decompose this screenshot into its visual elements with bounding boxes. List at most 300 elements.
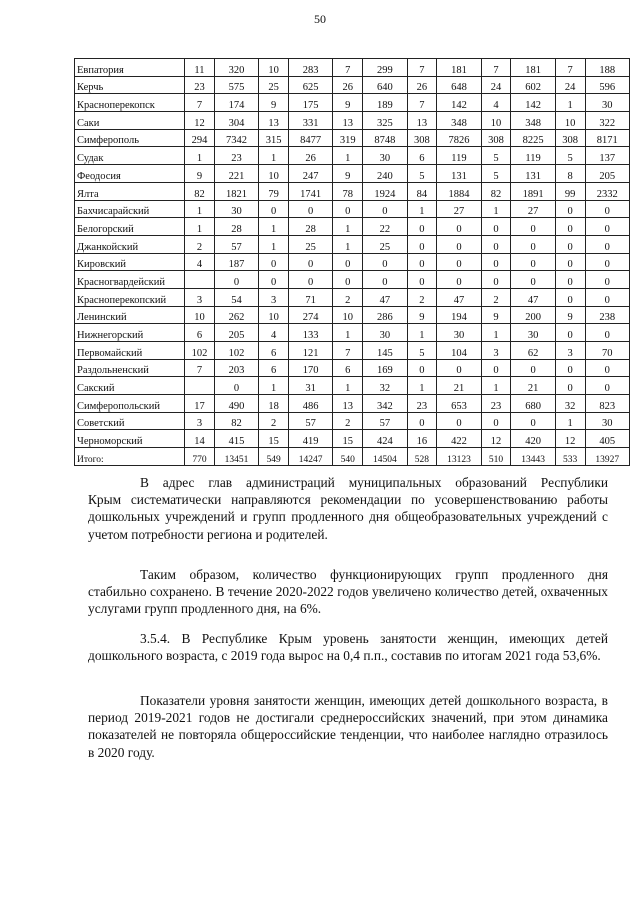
cell-group-count: 78 bbox=[333, 182, 363, 200]
cell-group-count: 11 bbox=[185, 59, 215, 77]
cell-group-count: 540 bbox=[333, 448, 363, 466]
cell-children-count: 0 bbox=[511, 271, 555, 289]
cell-children-count: 331 bbox=[288, 112, 332, 130]
cell-children-count: 30 bbox=[214, 200, 258, 218]
cell-group-count: 1 bbox=[481, 377, 511, 395]
cell-children-count: 424 bbox=[363, 430, 407, 448]
cell-group-count: 0 bbox=[333, 253, 363, 271]
cell-children-count: 342 bbox=[363, 395, 407, 413]
cell-children-count: 169 bbox=[363, 359, 407, 377]
cell-group-count: 0 bbox=[555, 288, 585, 306]
cell-children-count: 640 bbox=[363, 76, 407, 94]
cell-group-count: 12 bbox=[555, 430, 585, 448]
cell-group-count: 533 bbox=[555, 448, 585, 466]
table-row bbox=[75, 395, 630, 413]
cell-group-count bbox=[185, 271, 215, 289]
cell-group-count: 7 bbox=[185, 359, 215, 377]
cell-children-count: 1741 bbox=[288, 182, 332, 200]
cell-group-count: 26 bbox=[407, 76, 437, 94]
cell-children-count: 54 bbox=[214, 288, 258, 306]
cell-group-count: 0 bbox=[555, 271, 585, 289]
cell-group-count: 2 bbox=[333, 412, 363, 430]
cell-group-count: 7 bbox=[481, 59, 511, 77]
cell-children-count: 0 bbox=[511, 253, 555, 271]
row-municipality-name: Нижнегорский bbox=[75, 324, 185, 342]
cell-children-count: 27 bbox=[437, 200, 481, 218]
cell-group-count: 24 bbox=[481, 76, 511, 94]
table-row bbox=[75, 377, 630, 395]
cell-children-count: 71 bbox=[288, 288, 332, 306]
cell-group-count: 9 bbox=[259, 94, 289, 112]
cell-group-count: 510 bbox=[481, 448, 511, 466]
cell-group-count: 7 bbox=[555, 59, 585, 77]
cell-group-count: 0 bbox=[407, 235, 437, 253]
municipal-data-table bbox=[74, 58, 630, 466]
cell-children-count: 205 bbox=[214, 324, 258, 342]
table-row bbox=[75, 218, 630, 236]
cell-group-count: 308 bbox=[481, 129, 511, 147]
cell-children-count: 31 bbox=[288, 377, 332, 395]
cell-group-count: 9 bbox=[481, 306, 511, 324]
cell-children-count: 419 bbox=[288, 430, 332, 448]
cell-group-count: 84 bbox=[407, 182, 437, 200]
cell-children-count: 348 bbox=[511, 112, 555, 130]
cell-group-count: 319 bbox=[333, 129, 363, 147]
paragraph-employment-indicators bbox=[88, 692, 608, 761]
cell-children-count: 0 bbox=[511, 412, 555, 430]
cell-group-count: 102 bbox=[185, 342, 215, 360]
cell-group-count: 1 bbox=[555, 412, 585, 430]
cell-group-count: 0 bbox=[333, 200, 363, 218]
cell-group-count: 1 bbox=[333, 235, 363, 253]
cell-children-count: 194 bbox=[437, 306, 481, 324]
cell-children-count: 203 bbox=[214, 359, 258, 377]
cell-children-count: 8748 bbox=[363, 129, 407, 147]
cell-children-count: 21 bbox=[511, 377, 555, 395]
cell-children-count: 26 bbox=[288, 147, 332, 165]
cell-children-count: 137 bbox=[585, 147, 630, 165]
table-row bbox=[75, 165, 630, 183]
cell-group-count: 0 bbox=[407, 359, 437, 377]
table-row bbox=[75, 288, 630, 306]
cell-group-count: 0 bbox=[407, 253, 437, 271]
cell-group-count: 2 bbox=[407, 288, 437, 306]
cell-group-count: 6 bbox=[259, 359, 289, 377]
cell-children-count: 102 bbox=[214, 342, 258, 360]
cell-children-count: 1891 bbox=[511, 182, 555, 200]
row-municipality-name: Сакский bbox=[75, 377, 185, 395]
cell-children-count: 7826 bbox=[437, 129, 481, 147]
cell-group-count: 13 bbox=[333, 395, 363, 413]
cell-children-count: 181 bbox=[511, 59, 555, 77]
cell-children-count: 0 bbox=[511, 359, 555, 377]
paragraph-women-employment bbox=[88, 630, 608, 664]
cell-children-count: 181 bbox=[437, 59, 481, 77]
cell-group-count: 7 bbox=[185, 94, 215, 112]
cell-group-count: 7 bbox=[407, 94, 437, 112]
cell-group-count: 2 bbox=[481, 288, 511, 306]
row-municipality-name: Кировский bbox=[75, 253, 185, 271]
cell-children-count: 188 bbox=[585, 59, 630, 77]
cell-children-count: 8171 bbox=[585, 129, 630, 147]
table-row bbox=[75, 412, 630, 430]
row-municipality-name: Симферопольский bbox=[75, 395, 185, 413]
cell-group-count: 0 bbox=[555, 324, 585, 342]
cell-children-count: 25 bbox=[288, 235, 332, 253]
cell-group-count: 0 bbox=[481, 271, 511, 289]
cell-children-count: 32 bbox=[363, 377, 407, 395]
cell-group-count: 1 bbox=[333, 377, 363, 395]
row-municipality-name: Красноперекопский bbox=[75, 288, 185, 306]
table-row bbox=[75, 271, 630, 289]
cell-group-count: 0 bbox=[407, 271, 437, 289]
cell-group-count: 8 bbox=[555, 165, 585, 183]
cell-group-count: 3 bbox=[185, 412, 215, 430]
cell-group-count: 1 bbox=[481, 200, 511, 218]
cell-group-count: 10 bbox=[259, 165, 289, 183]
cell-children-count: 0 bbox=[511, 235, 555, 253]
cell-children-count: 0 bbox=[437, 412, 481, 430]
cell-group-count: 12 bbox=[481, 430, 511, 448]
cell-group-count: 1 bbox=[407, 200, 437, 218]
cell-group-count: 9 bbox=[185, 165, 215, 183]
cell-group-count: 528 bbox=[407, 448, 437, 466]
cell-group-count: 3 bbox=[555, 342, 585, 360]
cell-group-count: 3 bbox=[185, 288, 215, 306]
cell-group-count: 0 bbox=[333, 271, 363, 289]
row-municipality-name: Керчь bbox=[75, 76, 185, 94]
cell-group-count: 25 bbox=[259, 76, 289, 94]
cell-group-count: 10 bbox=[333, 306, 363, 324]
row-municipality-name: Феодосия bbox=[75, 165, 185, 183]
cell-children-count: 486 bbox=[288, 395, 332, 413]
cell-children-count: 415 bbox=[214, 430, 258, 448]
cell-group-count: 1 bbox=[185, 218, 215, 236]
cell-group-count: 23 bbox=[407, 395, 437, 413]
cell-group-count: 12 bbox=[185, 112, 215, 130]
cell-children-count: 1884 bbox=[437, 182, 481, 200]
cell-group-count: 24 bbox=[555, 76, 585, 94]
cell-group-count: 10 bbox=[185, 306, 215, 324]
cell-group-count: 4 bbox=[259, 324, 289, 342]
cell-children-count: 0 bbox=[585, 377, 630, 395]
table-row bbox=[75, 448, 630, 466]
cell-children-count: 325 bbox=[363, 112, 407, 130]
cell-children-count: 240 bbox=[363, 165, 407, 183]
cell-group-count: 2 bbox=[333, 288, 363, 306]
cell-children-count: 0 bbox=[214, 377, 258, 395]
cell-group-count: 0 bbox=[555, 218, 585, 236]
cell-group-count: 1 bbox=[555, 94, 585, 112]
cell-children-count: 25 bbox=[363, 235, 407, 253]
cell-group-count: 0 bbox=[407, 218, 437, 236]
cell-group-count: 6 bbox=[259, 342, 289, 360]
cell-children-count: 47 bbox=[511, 288, 555, 306]
cell-children-count: 133 bbox=[288, 324, 332, 342]
cell-children-count: 14247 bbox=[288, 448, 332, 466]
cell-children-count: 22 bbox=[363, 218, 407, 236]
cell-children-count: 299 bbox=[363, 59, 407, 77]
cell-children-count: 14504 bbox=[363, 448, 407, 466]
cell-children-count: 145 bbox=[363, 342, 407, 360]
cell-children-count: 0 bbox=[363, 200, 407, 218]
row-municipality-name: Первомайский bbox=[75, 342, 185, 360]
row-municipality-name: Раздольненский bbox=[75, 359, 185, 377]
cell-children-count: 0 bbox=[585, 359, 630, 377]
cell-group-count: 9 bbox=[407, 306, 437, 324]
cell-children-count: 23 bbox=[214, 147, 258, 165]
cell-group-count: 308 bbox=[407, 129, 437, 147]
cell-group-count: 9 bbox=[333, 165, 363, 183]
cell-group-count: 4 bbox=[185, 253, 215, 271]
row-municipality-name: Джанкойский bbox=[75, 235, 185, 253]
cell-group-count: 1 bbox=[407, 324, 437, 342]
table-row bbox=[75, 342, 630, 360]
cell-group-count: 0 bbox=[259, 253, 289, 271]
cell-group-count: 294 bbox=[185, 129, 215, 147]
cell-children-count: 205 bbox=[585, 165, 630, 183]
cell-children-count: 286 bbox=[363, 306, 407, 324]
cell-group-count: 0 bbox=[259, 200, 289, 218]
cell-group-count: 1 bbox=[333, 147, 363, 165]
table-row bbox=[75, 430, 630, 448]
cell-group-count: 9 bbox=[333, 94, 363, 112]
row-municipality-name: Симферополь bbox=[75, 129, 185, 147]
cell-group-count: 14 bbox=[185, 430, 215, 448]
cell-group-count: 1 bbox=[407, 377, 437, 395]
cell-group-count: 0 bbox=[555, 235, 585, 253]
cell-children-count: 13443 bbox=[511, 448, 555, 466]
cell-group-count: 1 bbox=[259, 147, 289, 165]
cell-children-count: 13123 bbox=[437, 448, 481, 466]
cell-children-count: 2332 bbox=[585, 182, 630, 200]
cell-group-count: 1 bbox=[259, 218, 289, 236]
cell-children-count: 21 bbox=[437, 377, 481, 395]
row-municipality-name: Итого: bbox=[75, 448, 185, 466]
cell-children-count: 57 bbox=[363, 412, 407, 430]
cell-group-count: 0 bbox=[259, 271, 289, 289]
cell-children-count: 262 bbox=[214, 306, 258, 324]
table-row bbox=[75, 76, 630, 94]
cell-group-count: 2 bbox=[259, 412, 289, 430]
cell-group-count: 1 bbox=[333, 218, 363, 236]
cell-children-count: 57 bbox=[288, 412, 332, 430]
cell-children-count: 0 bbox=[437, 253, 481, 271]
cell-group-count: 770 bbox=[185, 448, 215, 466]
cell-children-count: 0 bbox=[437, 271, 481, 289]
table-row bbox=[75, 182, 630, 200]
cell-children-count: 322 bbox=[585, 112, 630, 130]
cell-group-count: 6 bbox=[407, 147, 437, 165]
cell-children-count: 0 bbox=[288, 200, 332, 218]
cell-group-count: 1 bbox=[481, 324, 511, 342]
cell-children-count: 420 bbox=[511, 430, 555, 448]
table-row bbox=[75, 235, 630, 253]
cell-children-count: 0 bbox=[214, 271, 258, 289]
cell-group-count: 3 bbox=[259, 288, 289, 306]
table-row bbox=[75, 253, 630, 271]
cell-group-count: 16 bbox=[407, 430, 437, 448]
cell-group-count: 5 bbox=[555, 147, 585, 165]
cell-group-count: 10 bbox=[259, 59, 289, 77]
row-municipality-name: Красногвардейский bbox=[75, 271, 185, 289]
cell-group-count: 5 bbox=[407, 165, 437, 183]
cell-group-count: 18 bbox=[259, 395, 289, 413]
cell-children-count: 304 bbox=[214, 112, 258, 130]
cell-group-count: 0 bbox=[481, 218, 511, 236]
cell-children-count: 142 bbox=[511, 94, 555, 112]
paragraph-employment-indicators-text: Показатели уровня занятости женщин, имеющих детей дошкольного возраста, в период 2019-2021 годов не достигали среднероссийских значений, при этом динамика показателей не повторяла общероссийские тенденции, что наиболее наглядно отразилось в 2020 году. bbox=[88, 693, 608, 760]
cell-group-count: 0 bbox=[555, 253, 585, 271]
cell-group-count: 549 bbox=[259, 448, 289, 466]
cell-children-count: 405 bbox=[585, 430, 630, 448]
cell-children-count: 0 bbox=[585, 218, 630, 236]
cell-children-count: 575 bbox=[214, 76, 258, 94]
cell-children-count: 30 bbox=[437, 324, 481, 342]
cell-children-count: 274 bbox=[288, 306, 332, 324]
cell-children-count: 62 bbox=[511, 342, 555, 360]
cell-children-count: 82 bbox=[214, 412, 258, 430]
cell-children-count: 247 bbox=[288, 165, 332, 183]
cell-children-count: 142 bbox=[437, 94, 481, 112]
cell-children-count: 680 bbox=[511, 395, 555, 413]
cell-group-count: 3 bbox=[481, 342, 511, 360]
cell-children-count: 0 bbox=[437, 235, 481, 253]
cell-group-count: 82 bbox=[185, 182, 215, 200]
cell-group-count: 23 bbox=[185, 76, 215, 94]
cell-group-count: 1 bbox=[185, 200, 215, 218]
cell-children-count: 30 bbox=[363, 324, 407, 342]
page-number: 50 bbox=[314, 12, 326, 26]
cell-children-count: 57 bbox=[214, 235, 258, 253]
cell-children-count: 0 bbox=[585, 324, 630, 342]
table-row bbox=[75, 112, 630, 130]
cell-group-count: 0 bbox=[555, 200, 585, 218]
cell-children-count: 47 bbox=[363, 288, 407, 306]
cell-group-count: 4 bbox=[481, 94, 511, 112]
cell-children-count: 30 bbox=[585, 412, 630, 430]
cell-group-count: 10 bbox=[259, 306, 289, 324]
paragraph-recommendations-line1: В адрес глав администраций муниципальных образований Республики bbox=[140, 475, 608, 490]
table-row bbox=[75, 129, 630, 147]
row-municipality-name: Судак bbox=[75, 147, 185, 165]
cell-children-count: 30 bbox=[511, 324, 555, 342]
cell-children-count: 13451 bbox=[214, 448, 258, 466]
cell-group-count: 5 bbox=[481, 165, 511, 183]
cell-group-count: 15 bbox=[333, 430, 363, 448]
cell-group-count: 9 bbox=[555, 306, 585, 324]
cell-group-count: 1 bbox=[333, 324, 363, 342]
cell-group-count: 79 bbox=[259, 182, 289, 200]
cell-children-count: 490 bbox=[214, 395, 258, 413]
cell-children-count: 200 bbox=[511, 306, 555, 324]
cell-group-count: 7 bbox=[333, 342, 363, 360]
row-municipality-name: Белогорский bbox=[75, 218, 185, 236]
cell-children-count: 0 bbox=[585, 235, 630, 253]
cell-children-count: 0 bbox=[437, 359, 481, 377]
cell-children-count: 104 bbox=[437, 342, 481, 360]
cell-children-count: 27 bbox=[511, 200, 555, 218]
cell-children-count: 0 bbox=[363, 271, 407, 289]
cell-group-count: 6 bbox=[333, 359, 363, 377]
cell-children-count: 174 bbox=[214, 94, 258, 112]
cell-children-count: 121 bbox=[288, 342, 332, 360]
cell-children-count: 1924 bbox=[363, 182, 407, 200]
cell-group-count: 10 bbox=[555, 112, 585, 130]
cell-children-count: 422 bbox=[437, 430, 481, 448]
table-row bbox=[75, 94, 630, 112]
cell-children-count: 348 bbox=[437, 112, 481, 130]
cell-children-count: 653 bbox=[437, 395, 481, 413]
cell-group-count: 1 bbox=[185, 147, 215, 165]
row-municipality-name: Красноперекопск bbox=[75, 94, 185, 112]
cell-group-count: 0 bbox=[555, 359, 585, 377]
cell-children-count: 0 bbox=[585, 271, 630, 289]
paragraph-recommendations bbox=[88, 474, 608, 543]
row-municipality-name: Советский bbox=[75, 412, 185, 430]
cell-group-count: 15 bbox=[259, 430, 289, 448]
cell-group-count: 0 bbox=[481, 235, 511, 253]
cell-children-count: 648 bbox=[437, 76, 481, 94]
cell-children-count: 175 bbox=[288, 94, 332, 112]
table-row bbox=[75, 359, 630, 377]
cell-children-count: 28 bbox=[214, 218, 258, 236]
cell-children-count: 0 bbox=[437, 218, 481, 236]
cell-group-count: 1 bbox=[259, 235, 289, 253]
paragraph-women-employment-text: 3.5.4. В Республике Крым уровень занятости женщин, имеющих детей дошкольного возраста, с 2019 года вырос на 0,4 п.п., составив по итогам 2021 года 53,6%. bbox=[88, 631, 608, 664]
cell-group-count: 10 bbox=[481, 112, 511, 130]
cell-children-count: 119 bbox=[437, 147, 481, 165]
cell-group-count: 26 bbox=[333, 76, 363, 94]
cell-group-count: 82 bbox=[481, 182, 511, 200]
cell-children-count: 189 bbox=[363, 94, 407, 112]
cell-group-count: 315 bbox=[259, 129, 289, 147]
row-municipality-name: Евпатория bbox=[75, 59, 185, 77]
paragraph-recommendations-body: Крым систематически направляются рекомендации по усовершенствованию работы дошкольных учреждений и групп продленного дня общеобразовательных учреждений с учетом потребности региона и родителей. bbox=[88, 492, 608, 542]
cell-group-count: 7 bbox=[407, 59, 437, 77]
table-row bbox=[75, 59, 630, 77]
table-row bbox=[75, 324, 630, 342]
cell-group-count: 0 bbox=[481, 253, 511, 271]
cell-children-count: 823 bbox=[585, 395, 630, 413]
cell-group-count: 1 bbox=[259, 377, 289, 395]
cell-children-count: 320 bbox=[214, 59, 258, 77]
cell-children-count: 602 bbox=[511, 76, 555, 94]
cell-group-count: 99 bbox=[555, 182, 585, 200]
cell-children-count: 0 bbox=[288, 253, 332, 271]
cell-group-count: 5 bbox=[407, 342, 437, 360]
cell-children-count: 187 bbox=[214, 253, 258, 271]
cell-children-count: 131 bbox=[511, 165, 555, 183]
cell-children-count: 0 bbox=[585, 288, 630, 306]
row-municipality-name: Ялта bbox=[75, 182, 185, 200]
cell-group-count: 32 bbox=[555, 395, 585, 413]
table-row bbox=[75, 306, 630, 324]
cell-children-count: 131 bbox=[437, 165, 481, 183]
cell-children-count: 119 bbox=[511, 147, 555, 165]
cell-children-count: 625 bbox=[288, 76, 332, 94]
cell-children-count: 0 bbox=[363, 253, 407, 271]
cell-group-count bbox=[185, 377, 215, 395]
row-municipality-name: Черноморский bbox=[75, 430, 185, 448]
cell-group-count: 13 bbox=[259, 112, 289, 130]
cell-children-count: 8225 bbox=[511, 129, 555, 147]
cell-group-count: 23 bbox=[481, 395, 511, 413]
cell-children-count: 7342 bbox=[214, 129, 258, 147]
cell-children-count: 0 bbox=[288, 271, 332, 289]
paragraph-extended-day-groups-text: Таким образом, количество функционирующих групп продленного дня стабильно сохранено. В течение 2020-2022 годов увеличено количество детей, охваченных услугами групп продленного дня, на 6%. bbox=[88, 567, 608, 617]
cell-group-count: 308 bbox=[555, 129, 585, 147]
